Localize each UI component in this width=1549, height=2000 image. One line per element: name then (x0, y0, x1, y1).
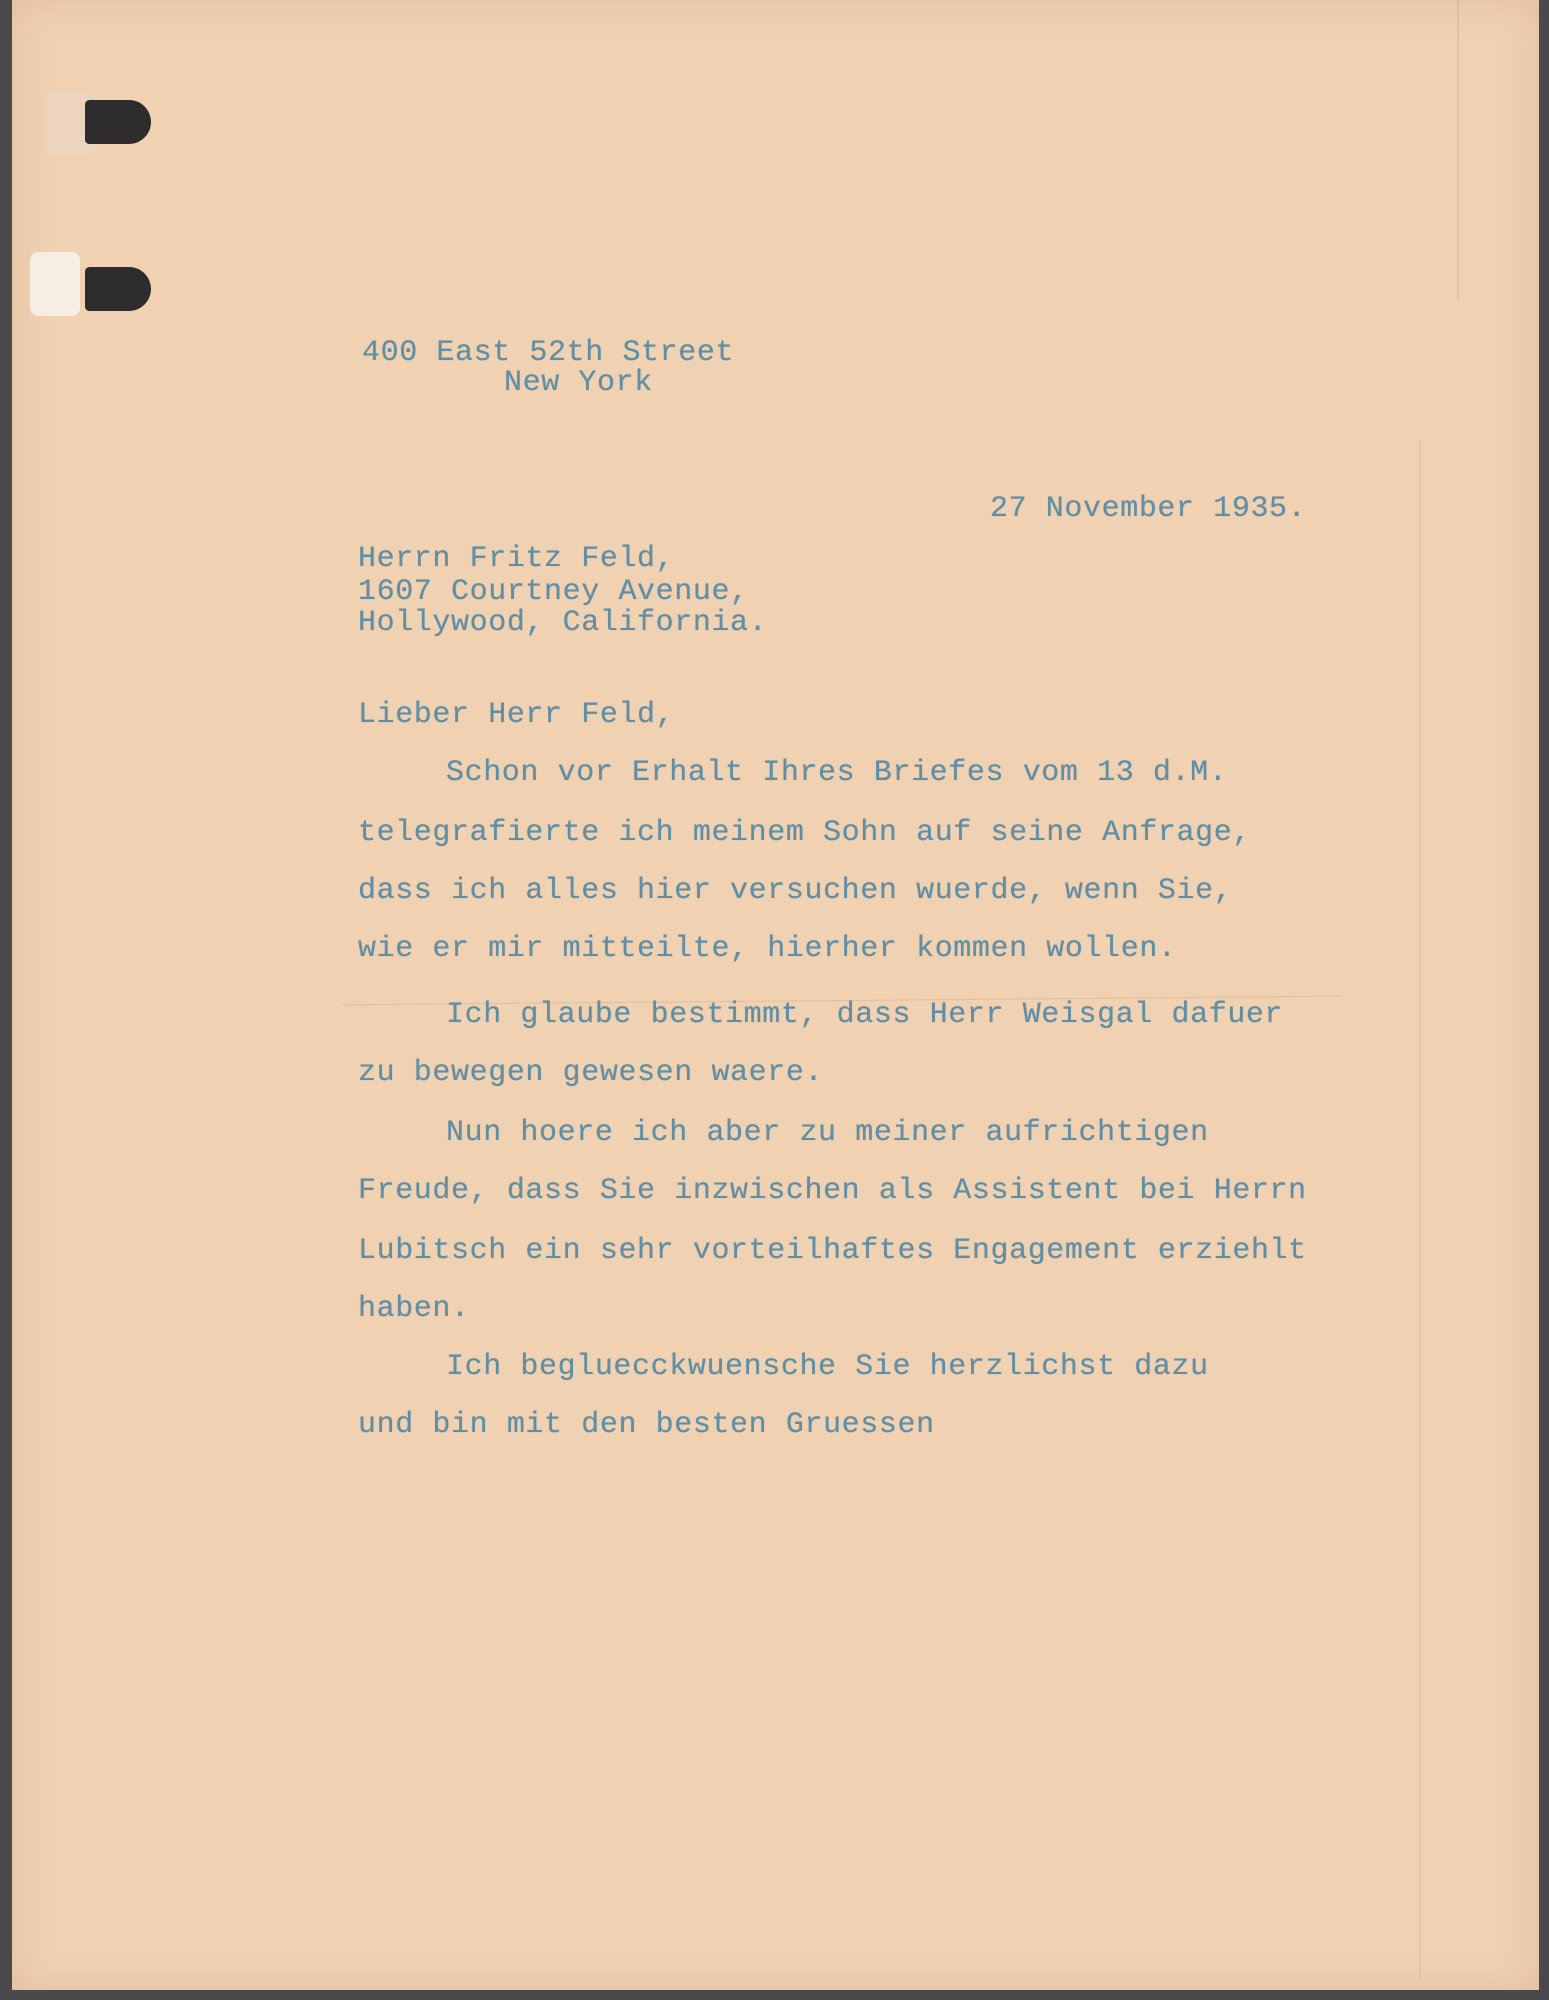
body-line: und bin mit den besten Gruessen (358, 1408, 935, 1442)
body-line: zu bewegen gewesen waere. (358, 1056, 824, 1090)
letter-date: 27 November 1935. (990, 492, 1307, 526)
body-line: Schon vor Erhalt Ihres Briefes vom 13 d.M. (446, 756, 1228, 790)
recipient-name: Herrn Fritz Feld, (358, 542, 675, 576)
body-line: wie er mir mitteilte, hierher kommen wollen. (358, 932, 1177, 966)
letter-page (12, 0, 1539, 1990)
body-line: Lubitsch ein sehr vorteilhaftes Engagement erziehlt (358, 1234, 1307, 1268)
body-line: haben. (358, 1292, 470, 1326)
recipient-street: 1607 Courtney Avenue, (358, 575, 749, 609)
punch-hole-icon (85, 267, 151, 311)
body-line: telegrafierte ich meinem Sohn auf seine Anfrage, (358, 816, 1251, 850)
body-line: Nun hoere ich aber zu meiner aufrichtigen (446, 1116, 1209, 1150)
sender-city: New York (504, 366, 653, 400)
body-line: Freude, dass Sie inzwischen als Assistent bei Herrn (358, 1174, 1307, 1208)
torn-paper-patch (30, 252, 80, 316)
punch-hole-icon (85, 100, 151, 144)
paper-fold-line (1419, 440, 1421, 1980)
body-line: Ich begluecckwuensche Sie herzlichst dazu (446, 1350, 1209, 1384)
body-line: dass ich alles hier versuchen wuerde, wenn Sie, (358, 874, 1233, 908)
sender-street: 400 East 52th Street (362, 336, 735, 370)
paper-fold-line (1457, 0, 1459, 300)
salutation: Lieber Herr Feld, (358, 698, 675, 732)
recipient-city: Hollywood, California. (358, 606, 768, 640)
body-line: Ich glaube bestimmt, dass Herr Weisgal dafuer (446, 998, 1284, 1032)
